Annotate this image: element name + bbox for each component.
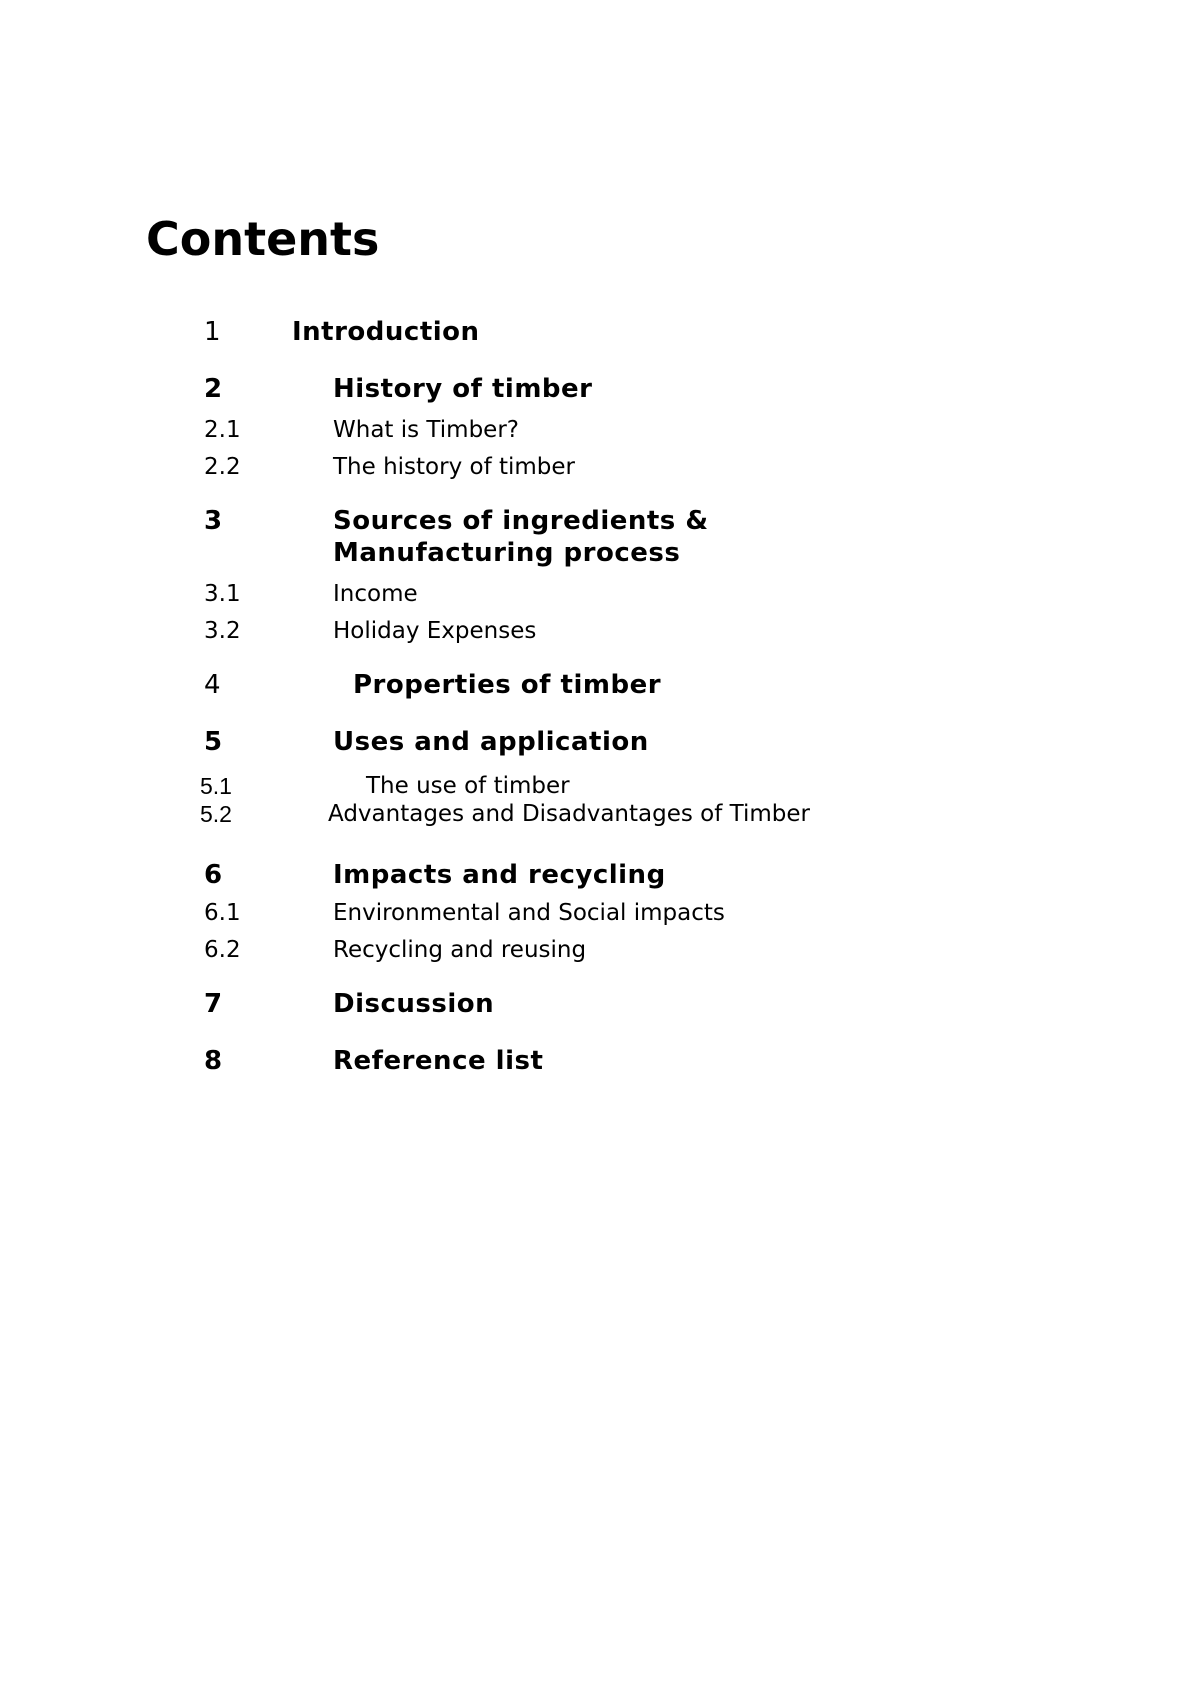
toc-entry-label: What is Timber? xyxy=(333,417,519,443)
toc-entry-number: 5.2 xyxy=(200,801,232,827)
toc-entry-number: 5.1 xyxy=(200,773,232,799)
toc-entry-label: Discussion xyxy=(333,989,495,1019)
toc-entry-number: 2 xyxy=(204,374,223,404)
toc-entry-number: 6.2 xyxy=(204,937,241,963)
toc-entry-label: History of timber xyxy=(333,374,593,404)
toc-entry-number: 2.2 xyxy=(204,454,241,480)
toc-entry-number: 6 xyxy=(204,860,223,890)
toc-entry-number: 8 xyxy=(204,1046,223,1076)
contents-title: Contents xyxy=(146,212,380,266)
toc-entry-label-continued: Manufacturing process xyxy=(333,538,681,568)
toc-entry-number: 1 xyxy=(204,317,222,347)
toc-entry-label: Recycling and reusing xyxy=(333,937,587,963)
toc-entry-label: Environmental and Social impacts xyxy=(333,900,725,926)
toc-entry-label: Advantages and Disadvantages of Timber xyxy=(328,801,810,827)
toc-entry-number: 3.2 xyxy=(204,618,241,644)
toc-entry-number: 7 xyxy=(204,989,223,1019)
toc-entry-number: 3 xyxy=(204,506,223,536)
toc-entry-number: 5 xyxy=(204,727,223,757)
toc-entry-label: Income xyxy=(333,581,418,607)
toc-entry-label: Uses and application xyxy=(333,727,649,757)
toc-entry-label: Impacts and recycling xyxy=(333,860,666,890)
toc-entry-number: 4 xyxy=(204,670,222,700)
toc-entry-label: Sources of ingredients & xyxy=(333,506,709,536)
toc-entry-label: Reference list xyxy=(333,1046,544,1076)
toc-entry-label: Holiday Expenses xyxy=(333,618,537,644)
toc-entry-number: 2.1 xyxy=(204,417,241,443)
toc-entry-label: Introduction xyxy=(292,317,480,347)
toc-entry-label: The history of timber xyxy=(333,454,576,480)
toc-entry-number: 6.1 xyxy=(204,900,241,926)
toc-entry-number: 3.1 xyxy=(204,581,241,607)
toc-entry-label: The use of timber xyxy=(366,773,570,799)
toc-entry-label: Properties of timber xyxy=(353,670,662,700)
